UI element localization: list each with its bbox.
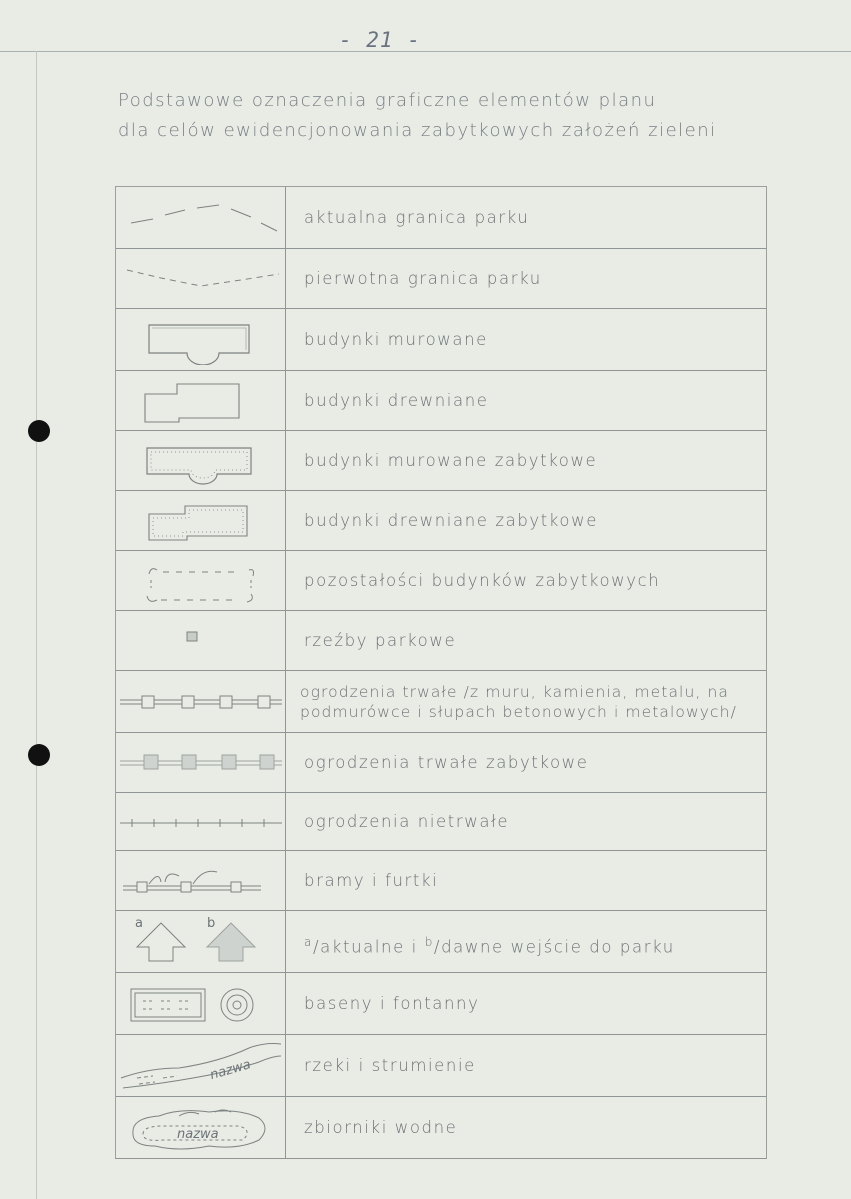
- document-title: [118, 86, 818, 146]
- title-line-2: dla celów ewidencjonowania zabytkowych założeń zieleni: [118, 120, 717, 141]
- historic-brick-building-icon: [116, 431, 286, 490]
- legend-row: [116, 187, 767, 249]
- arrow-label-b: b: [206, 915, 215, 931]
- punch-hole-top: [28, 420, 50, 442]
- legend-label: baseny i fontanny: [304, 994, 480, 1013]
- legend-row: [116, 551, 767, 611]
- margin-rule: [36, 51, 37, 1199]
- legend-row: [116, 431, 767, 491]
- label-sup-a: a: [304, 935, 313, 949]
- historic-permanent-fence-icon: [116, 733, 286, 792]
- arrow-label-a: a: [134, 915, 143, 931]
- historic-wooden-building-icon: [116, 491, 286, 550]
- historic-ruins-icon: [116, 551, 286, 610]
- wooden-building-icon: [116, 371, 286, 430]
- legend-label: aktualna granica parku: [304, 208, 530, 227]
- pools-fountains-icon: [116, 973, 286, 1034]
- legend-row: [116, 733, 767, 793]
- legend-label: pierwotna granica parku: [304, 269, 542, 288]
- legend-row: [116, 973, 767, 1035]
- label-sup-b: b: [424, 935, 434, 949]
- legend-row: [116, 1097, 767, 1159]
- legend-label: ogrodzenia nietrwałe: [304, 812, 510, 831]
- legend-row: [116, 851, 767, 911]
- legend-table: [115, 186, 767, 1159]
- legend-row: [116, 249, 767, 309]
- legend-label-a: /aktualne i: [312, 937, 425, 957]
- legend-row: [116, 371, 767, 431]
- title-line-1: Podstawowe oznaczenia graficzne elementów planu: [118, 90, 657, 111]
- header-rule: [0, 51, 851, 52]
- legend-label: budynki murowane zabytkowe: [304, 451, 598, 470]
- entrance-arrows-icon: [116, 911, 286, 972]
- legend-row: [116, 1035, 767, 1097]
- legend-label: budynki drewniane zabytkowe: [304, 511, 598, 530]
- temporary-fence-icon: [116, 793, 286, 850]
- legend-label-line-2: podmurówce i słupach betonowych i metalowych/: [300, 702, 737, 721]
- current-boundary-icon: [116, 187, 286, 248]
- legend-row: [116, 911, 767, 973]
- legend-label: ogrodzenia trwałe zabytkowe: [304, 753, 589, 772]
- legend-label: zbiorniki wodne: [304, 1118, 458, 1137]
- legend-label-b: /dawne wejście do parku: [433, 937, 675, 957]
- sculpture-icon: [116, 611, 286, 670]
- legend-row: [116, 671, 767, 733]
- legend-label: rzeki i strumienie: [304, 1056, 476, 1075]
- punch-hole-bottom: [28, 744, 50, 766]
- brick-building-icon: [116, 309, 286, 370]
- reservoir-name-label: nazwa: [176, 1126, 219, 1142]
- legend-row: [116, 309, 767, 371]
- legend-label: ogrodzenia trwałe /z muru, kamienia, metalu, na: [300, 682, 729, 701]
- gates-icon: [116, 851, 286, 910]
- legend-row: [116, 793, 767, 851]
- water-reservoir-icon: [116, 1097, 286, 1158]
- legend-row: [116, 491, 767, 551]
- original-boundary-icon: [116, 249, 286, 308]
- legend-row: [116, 611, 767, 671]
- permanent-fence-icon: [116, 671, 286, 732]
- legend-label: budynki drewniane: [304, 391, 489, 410]
- river-name-label: nazwa: [207, 1056, 253, 1083]
- legend-label: budynki murowane: [304, 330, 488, 349]
- legend-label: rzeźby parkowe: [304, 631, 457, 650]
- page-number: - 21 -: [339, 28, 421, 52]
- rivers-icon: [116, 1035, 286, 1096]
- legend-label: pozostałości budynków zabytkowych: [304, 571, 661, 590]
- legend-label: bramy i furtki: [304, 871, 439, 890]
